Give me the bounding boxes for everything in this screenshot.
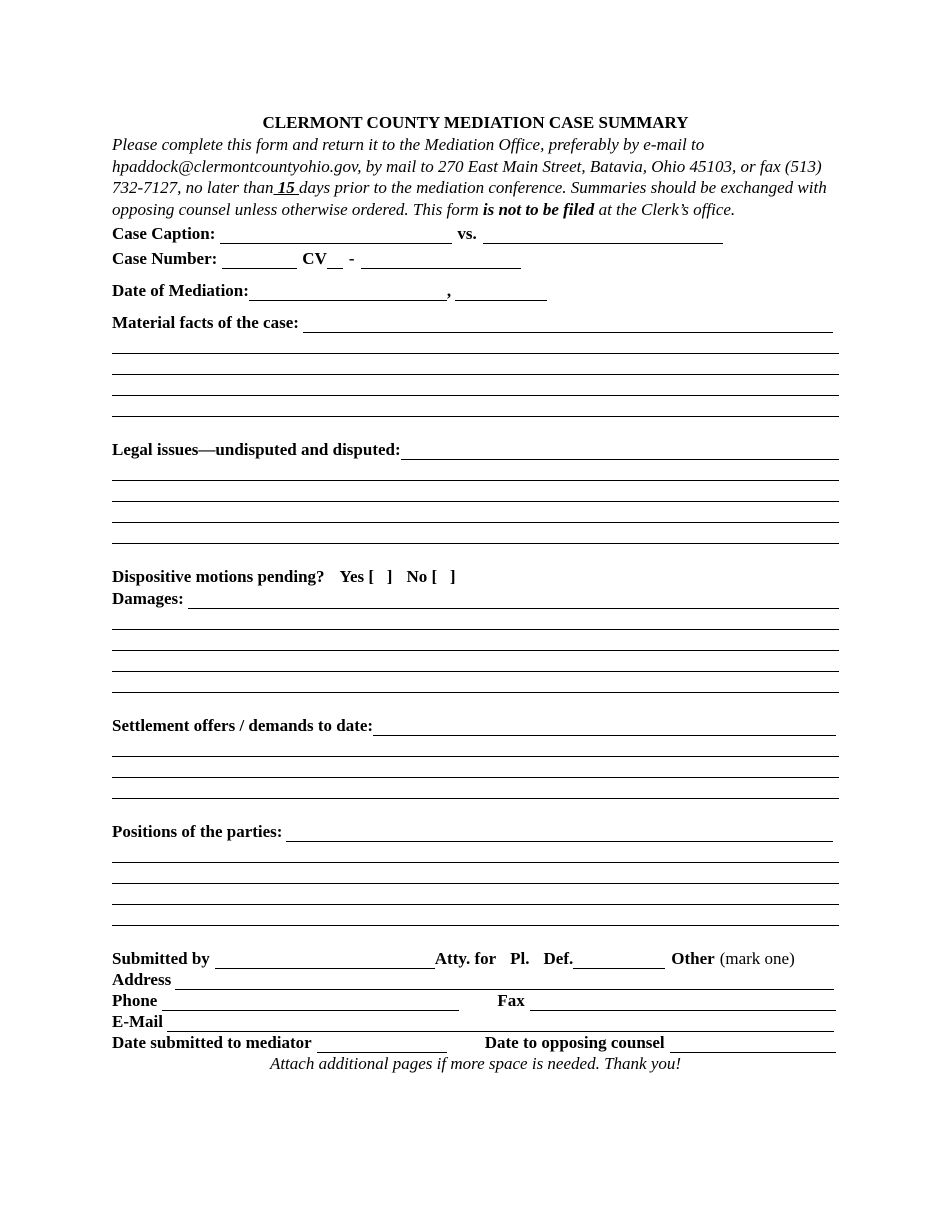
damages-field[interactable] (188, 593, 839, 609)
material-facts-label: Material facts of the case: (112, 313, 299, 332)
settlement-line-2[interactable] (112, 757, 839, 778)
phone-field[interactable] (162, 995, 459, 1011)
settlement-row (112, 693, 839, 736)
settlement-field[interactable] (373, 720, 836, 736)
case-number-cv-field[interactable] (327, 253, 343, 269)
material-facts-field[interactable] (303, 317, 833, 333)
fax-field[interactable] (530, 995, 836, 1011)
instructions-part1: Please complete this form and return it to the Mediation Office, preferably by e-mail to hpaddock@clermontcountyohio.gov, by mail to 270 East Main Street, Batavia, Ohio 45103, or fax (513) 732-7127, no later than (112, 135, 822, 197)
cv-label: CV (302, 249, 327, 268)
date-of-mediation-row (112, 269, 839, 301)
not-filed-notice: is not to be filed (482, 199, 595, 219)
damages-line-1[interactable] (112, 609, 839, 630)
positions-row (112, 799, 839, 842)
legal-issues-label: Legal issues—undisputed and disputed: (112, 440, 401, 459)
vs-label: vs. (457, 224, 477, 243)
case-number-row (112, 244, 839, 269)
address-label: Address (112, 970, 172, 989)
damages-row (112, 587, 839, 609)
damages-label: Damages: (112, 589, 184, 608)
days-count: 15 (273, 178, 299, 197)
material-facts-row (112, 301, 839, 333)
pl-option[interactable]: Pl. (510, 949, 530, 968)
instructions-part3: at the Clerk’s office. (598, 199, 736, 219)
case-number-field[interactable] (361, 253, 521, 269)
submitted-by-row (112, 926, 839, 969)
legal-issues-line-3[interactable] (112, 502, 839, 523)
case-caption-row (112, 220, 839, 244)
positions-line-4[interactable] (112, 905, 839, 926)
case-caption-label: Case Caption: (112, 224, 216, 243)
dispositive-label: Dispositive motions pending? (112, 567, 325, 586)
case-number-dash: - (348, 249, 355, 268)
def-option[interactable]: Def. (543, 949, 574, 968)
form-title: CLERMONT COUNTY MEDIATION CASE SUMMARY (262, 113, 689, 132)
case-number-year-field[interactable] (222, 253, 297, 269)
settlement-line-1[interactable] (112, 736, 839, 757)
address-row (112, 969, 839, 990)
other-option[interactable]: Other (671, 949, 715, 968)
positions-line-1[interactable] (112, 842, 839, 863)
material-facts-line-3[interactable] (112, 375, 839, 396)
case-caption-plaintiff-field[interactable] (220, 228, 452, 244)
settlement-label: Settlement offers / demands to date: (112, 716, 374, 735)
material-facts-line-4[interactable] (112, 396, 839, 417)
material-facts-line-2[interactable] (112, 354, 839, 375)
settlement-line-3[interactable] (112, 778, 839, 799)
dispositive-row (112, 544, 839, 587)
legal-issues-field[interactable] (401, 444, 839, 460)
dates-row (112, 1032, 839, 1053)
positions-line-2[interactable] (112, 863, 839, 884)
mediation-form (112, 112, 839, 1075)
atty-for-label: Atty. for (434, 949, 497, 968)
footer-note: Attach additional pages if more space is needed. Thank you! (269, 1054, 682, 1073)
atty-for-field[interactable] (573, 953, 665, 969)
instructions (112, 134, 839, 220)
email-field[interactable] (167, 1016, 834, 1032)
date-comma: , (446, 281, 452, 300)
case-number-label: Case Number: (112, 249, 218, 268)
email-row (112, 1011, 839, 1032)
damages-line-2[interactable] (112, 630, 839, 651)
date-opposing-field[interactable] (670, 1037, 836, 1053)
instructions-part2: days prior to the mediation conference. Summaries should be exchanged with opposing counsel unless otherwise ordered. This form (112, 178, 827, 219)
submitted-by-field[interactable] (215, 953, 435, 969)
case-caption-defendant-field[interactable] (483, 228, 723, 244)
date-of-mediation-field[interactable] (249, 285, 447, 301)
legal-issues-row (112, 417, 839, 460)
date-submitted-label: Date submitted to mediator (112, 1033, 312, 1052)
email-label: E-Mail (112, 1012, 163, 1031)
submitted-by-label: Submitted by (112, 949, 210, 968)
legal-issues-line-4[interactable] (112, 523, 839, 544)
legal-issues-line-1[interactable] (112, 460, 839, 481)
material-facts-line-1[interactable] (112, 333, 839, 354)
positions-field[interactable] (286, 826, 833, 842)
damages-line-3[interactable] (112, 651, 839, 672)
address-field[interactable] (175, 974, 834, 990)
phone-fax-row (112, 990, 839, 1011)
no-checkbox[interactable]: No [ ] (406, 567, 456, 586)
legal-issues-line-2[interactable] (112, 481, 839, 502)
date-of-mediation-year-field[interactable] (455, 285, 547, 301)
positions-line-3[interactable] (112, 884, 839, 905)
yes-checkbox[interactable]: Yes [ ] (339, 567, 393, 586)
date-opposing-label: Date to opposing counsel (484, 1033, 665, 1052)
phone-label: Phone (112, 991, 158, 1010)
fax-label: Fax (497, 991, 525, 1010)
date-of-mediation-label: Date of Mediation: (112, 281, 249, 300)
date-submitted-field[interactable] (317, 1037, 447, 1053)
damages-line-4[interactable] (112, 672, 839, 693)
positions-label: Positions of the parties: (112, 822, 283, 841)
mark-one-note: (mark one) (719, 949, 795, 968)
